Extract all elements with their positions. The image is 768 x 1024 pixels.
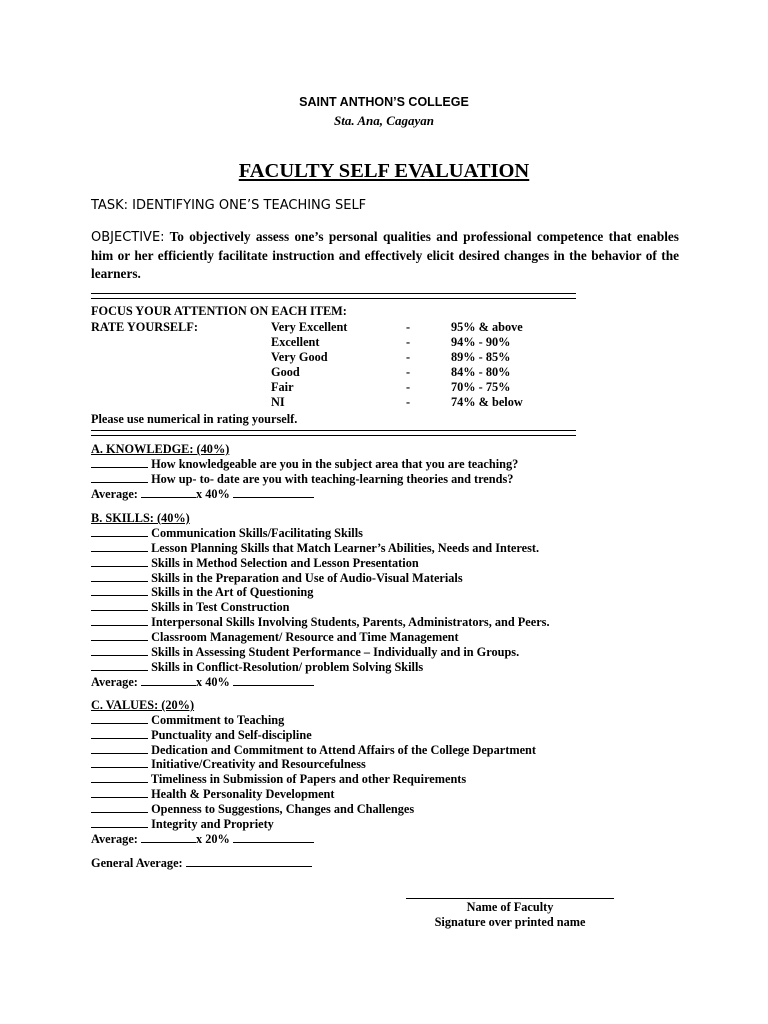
rating-range: 89% - 85% <box>451 350 511 364</box>
rating-blank[interactable] <box>91 457 148 468</box>
rate-yourself-label: RATE YOURSELF: <box>91 320 198 334</box>
rating-blank[interactable] <box>91 660 148 671</box>
rating-blank[interactable] <box>91 526 148 537</box>
focus-instruction: FOCUS YOUR ATTENTION ON EACH ITEM: <box>91 304 347 318</box>
rating-blank[interactable] <box>91 787 148 798</box>
values-item: Integrity and Propriety <box>91 817 274 832</box>
rating-range: 74% & below <box>451 395 523 409</box>
skills-average: Average: x 40% <box>91 675 314 690</box>
values-item: Initiative/Creativity and Resourcefulness <box>91 757 366 772</box>
rating-label: Fair <box>271 380 294 394</box>
average-blank[interactable] <box>141 832 196 843</box>
knowledge-average: Average: x 40% <box>91 487 314 502</box>
rating-range: 84% - 80% <box>451 365 511 379</box>
objective-text: To objectively assess one’s personal qualities and professional competence that enables him or her efficiently facilitate instruction and effectively elicit desired changes in the behavior of the learners. <box>91 229 679 281</box>
section-knowledge-title: A. KNOWLEDGE: (40%) <box>91 442 230 456</box>
rating-blank[interactable] <box>91 571 148 582</box>
weighted-blank[interactable] <box>233 675 314 686</box>
college-location: Sta. Ana, Cagayan <box>334 113 434 128</box>
values-item: Health & Personality Development <box>91 787 334 802</box>
rating-label: Good <box>271 365 300 379</box>
rating-blank[interactable] <box>91 600 148 611</box>
knowledge-item: How knowledgeable are you in the subject area that you are teaching? <box>91 457 518 472</box>
rating-blank[interactable] <box>91 556 148 567</box>
knowledge-item: How up- to- date are you with teaching-learning theories and trends? <box>91 472 513 487</box>
values-item: Commitment to Teaching <box>91 713 284 728</box>
values-average: Average: x 20% <box>91 832 314 847</box>
rating-label: Very Excellent <box>271 320 348 334</box>
weighted-blank[interactable] <box>233 832 314 843</box>
rating-blank[interactable] <box>91 615 148 626</box>
skills-item: Skills in the Preparation and Use of Audio-Visual Materials <box>91 571 463 586</box>
rating-blank[interactable] <box>91 772 148 783</box>
rating-blank[interactable] <box>91 713 148 724</box>
signature-line[interactable] <box>406 898 614 899</box>
values-item: Openness to Suggestions, Changes and Challenges <box>91 802 414 817</box>
rating-label: NI <box>271 395 285 409</box>
skills-item: Skills in the Art of Questioning <box>91 585 313 600</box>
section-skills-title: B. SKILLS: (40%) <box>91 511 190 525</box>
rating-label: Excellent <box>271 335 320 349</box>
skills-item: Skills in Test Construction <box>91 600 289 615</box>
rating-label: Very Good <box>271 350 328 364</box>
rating-dash: - <box>406 365 411 379</box>
values-item: Timeliness in Submission of Papers and other Requirements <box>91 772 466 787</box>
objective-paragraph <box>91 228 679 283</box>
skills-item: Skills in Conflict-Resolution/ problem Solving Skills <box>91 660 423 675</box>
weighted-blank[interactable] <box>233 487 314 498</box>
skills-item: Communication Skills/Facilitating Skills <box>91 526 363 541</box>
general-average: General Average: <box>91 856 312 871</box>
college-name: SAINT ANTHON’S COLLEGE <box>299 95 469 109</box>
rating-blank[interactable] <box>91 743 148 754</box>
separator-line <box>91 430 576 436</box>
skills-item: Skills in Assessing Student Performance – Individually and in Groups. <box>91 645 519 660</box>
rating-dash: - <box>406 320 411 334</box>
skills-item: Skills in Method Selection and Lesson Presentation <box>91 556 419 571</box>
rating-blank[interactable] <box>91 541 148 552</box>
average-blank[interactable] <box>141 675 196 686</box>
section-values-title: C. VALUES: (20%) <box>91 698 195 712</box>
rating-blank[interactable] <box>91 757 148 768</box>
skills-item: Lesson Planning Skills that Match Learner’s Abilities, Needs and Interest. <box>91 541 539 556</box>
form-title: FACULTY SELF EVALUATION <box>238 160 530 182</box>
task-line: TASK: IDENTIFYING ONE’S TEACHING SELF <box>91 198 367 213</box>
rating-range: 70% - 75% <box>451 380 511 394</box>
skills-item: Classroom Management/ Resource and Time Management <box>91 630 459 645</box>
rating-blank[interactable] <box>91 630 148 641</box>
skills-item: Interpersonal Skills Involving Students, Parents, Administrators, and Peers. <box>91 615 550 630</box>
numerical-note: Please use numerical in rating yourself. <box>91 412 298 426</box>
rating-dash: - <box>406 335 411 349</box>
rating-blank[interactable] <box>91 585 148 596</box>
rating-blank[interactable] <box>91 472 148 483</box>
separator-line <box>91 293 576 299</box>
signature-caption: Signature over printed name <box>434 915 586 929</box>
rating-range: 94% - 90% <box>451 335 511 349</box>
rating-blank[interactable] <box>91 728 148 739</box>
average-blank[interactable] <box>141 487 196 498</box>
rating-blank[interactable] <box>91 645 148 656</box>
objective-label: OBJECTIVE: <box>91 230 165 245</box>
rating-blank[interactable] <box>91 817 148 828</box>
rating-range: 95% & above <box>451 320 523 334</box>
rating-blank[interactable] <box>91 802 148 813</box>
values-item: Dedication and Commitment to Attend Affairs of the College Department <box>91 743 536 758</box>
values-item: Punctuality and Self-discipline <box>91 728 312 743</box>
rating-dash: - <box>406 380 411 394</box>
rating-dash: - <box>406 395 411 409</box>
rating-dash: - <box>406 350 411 364</box>
general-average-blank[interactable] <box>186 856 312 867</box>
faculty-name-caption: Name of Faculty <box>466 900 554 914</box>
